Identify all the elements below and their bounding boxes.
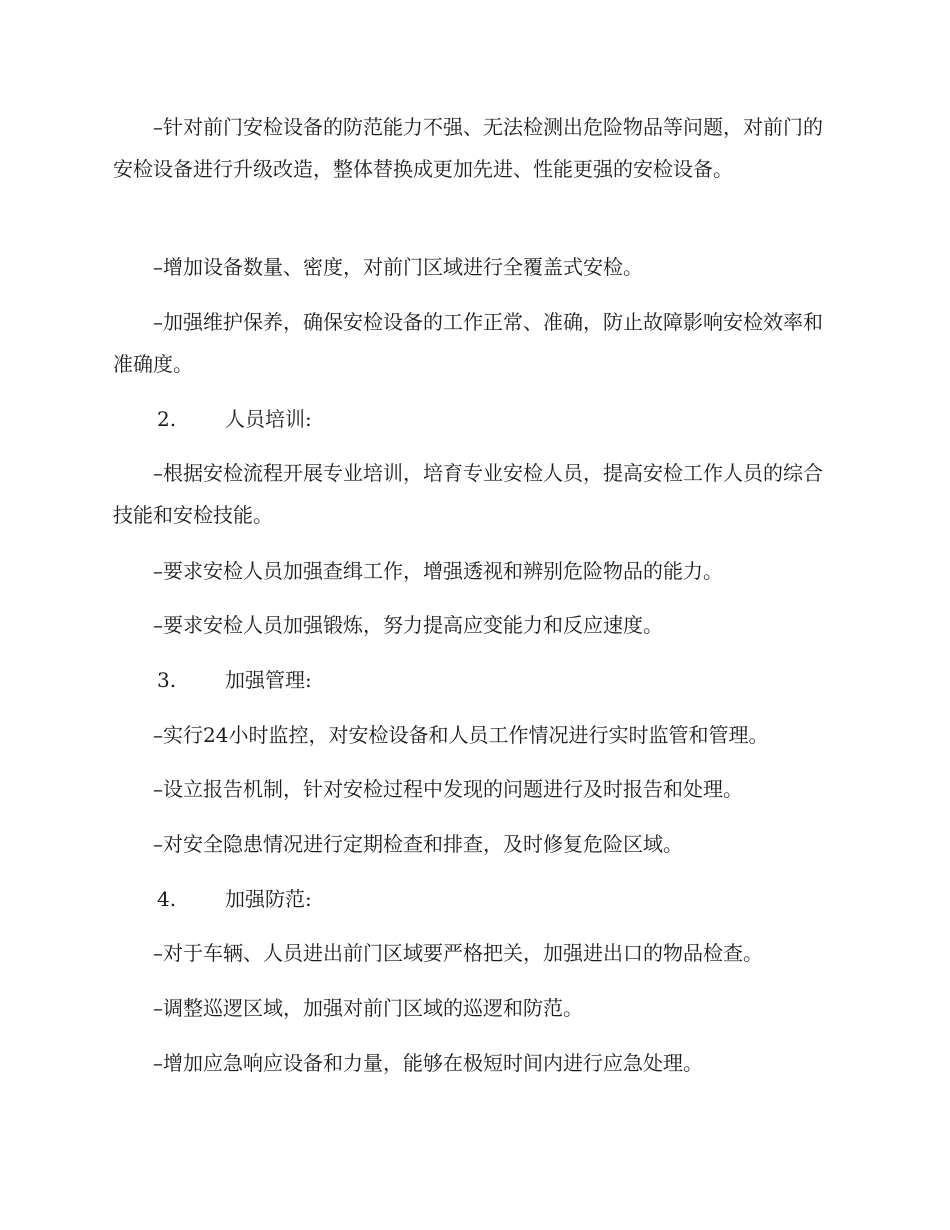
paragraph-bullet: –根据安检流程开展专业培训，培育专业安检人员，提高安检工作人员的综合技能和安检技能。	[113, 461, 823, 527]
paragraph-bullet: –要求安检人员加强锻炼，努力提高应变能力和反应速度。	[153, 613, 663, 637]
paragraph-bullet: –增加设备数量、密度，对前门区域进行全覆盖式安检。	[153, 255, 643, 279]
paragraph-bullet: –实行24小时监控，对安检设备和人员工作情况进行实时监管和管理。	[153, 723, 769, 747]
paragraph-bullet: –要求安检人员加强查缉工作，增强透视和辨别危险物品的能力。	[153, 559, 723, 583]
paragraph-bullet: –对安全隐患情况进行定期检查和排查，及时修复危险区域。	[153, 832, 683, 856]
paragraph-bullet: –增加应急响应设备和力量，能够在极短时间内进行应急处理。	[153, 1051, 703, 1075]
section-heading	[157, 398, 877, 440]
section-heading	[157, 878, 877, 920]
section-number: 2.	[157, 407, 177, 431]
paragraph-bullet: –调整巡逻区域，加强对前门区域的巡逻和防范。	[153, 996, 583, 1020]
paragraph-bullet: –针对前门安检设备的防范能力不强、无法检测出危险物品等问题，对前门的安检设备进行升级改造，整体替换成更加先进、性能更强的安检设备。	[113, 115, 823, 181]
section-number: 3.	[157, 668, 177, 692]
section-number: 4.	[157, 887, 177, 911]
section-title: 加强管理:	[225, 668, 312, 692]
section-title: 加强防范:	[225, 887, 312, 911]
paragraph-bullet: –加强维护保养，确保安检设备的工作正常、准确，防止故障影响安检效率和准确度。	[113, 310, 823, 376]
paragraph-bullet: –对于车辆、人员进出前门区域要严格把关，加强进出口的物品检查。	[153, 941, 763, 965]
paragraph-bullet: –设立报告机制，针对安检过程中发现的问题进行及时报告和处理。	[153, 777, 743, 801]
section-title: 人员培训:	[225, 407, 312, 431]
section-heading	[157, 659, 877, 701]
